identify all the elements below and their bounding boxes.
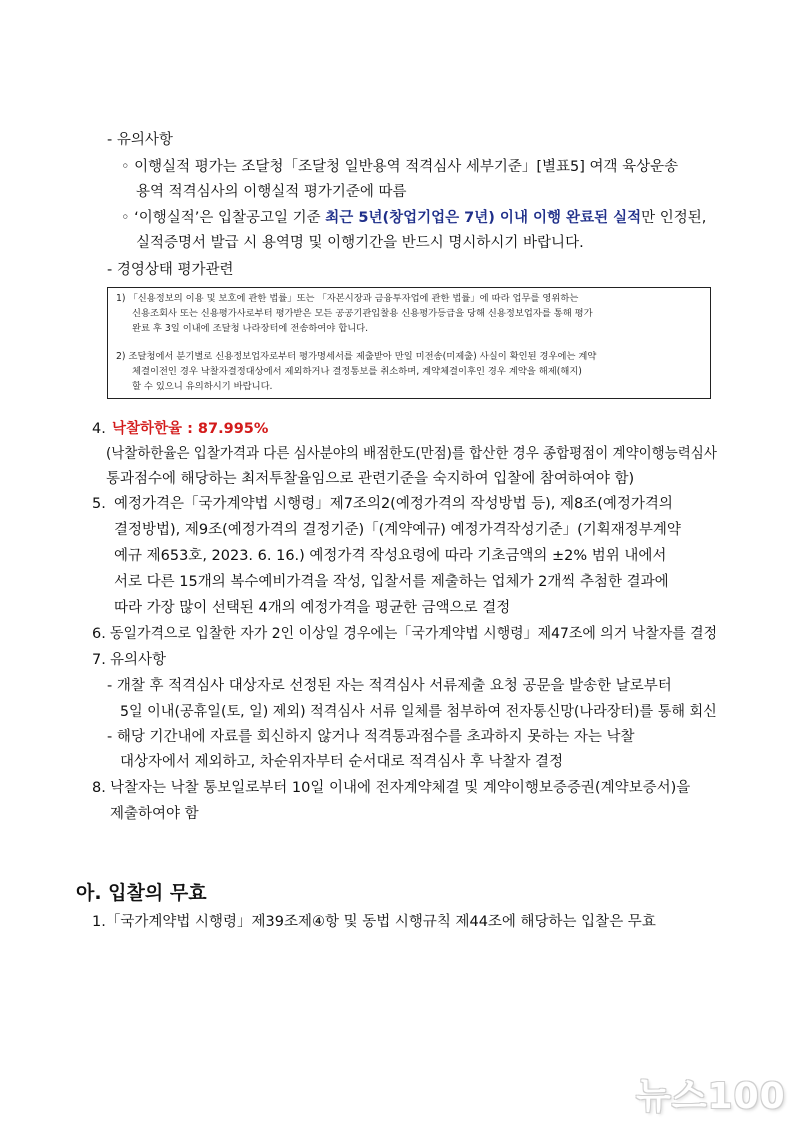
item5-line: 서로 다른 15개의 복수예비가격을 작성, 입찰서를 제출하는 업체가 2개씩 추첨한 결과에: [114, 574, 669, 590]
invalid-item: 1.「국가계약법 시행령」제39조제④항 및 동법 시행규칙 제44조에 해당하는 입찰은 무효: [92, 914, 656, 930]
item5-line: 예규 제653호, 2023. 6. 16.) 예정가격 작성요령에 따라 기초금액의 ±2% 범위 내에서: [114, 548, 667, 564]
item5-line: 예정가격은「국가계약법 시행령」제7조의2(예정가격의 작성방법 등), 제8조(예정가격의: [114, 496, 673, 512]
item7-sub-line: - 해당 기간내에 자료를 회신하지 않거나 적격통과점수를 초과하지 못하는 자는 낙찰: [107, 729, 635, 745]
note-line: 체결이전인 경우 낙찰자결정대상에서 제외하거나 결정통보를 취소하며, 계약체결이후인 경우 계약을 해제(해지): [132, 366, 582, 377]
note-line: 1) 「신용정보의 이용 및 보호에 관한 법률」또는 「자본시장과 금융투자업에 관한 법률」에 따라 업무를 영위하는: [116, 293, 579, 304]
item6-number: 6.: [92, 626, 106, 642]
note-box: [107, 287, 711, 399]
emphasis-recent-years: 최근 5년(창업기업은 7년) 이내 이행 완료된 실적: [325, 210, 642, 226]
item4-title: 낙찰하한율 : 87.995%: [112, 421, 269, 437]
caution-item-2-line1: ◦ ‘이행실적’은 입찰공고일 기준 최근 5년(창업기업은 7년) 이내 이행 완료된 실적만 인정된,: [121, 210, 707, 226]
item5-number: 5.: [92, 496, 106, 512]
item8-line: 제출하여야 함: [110, 806, 199, 822]
note-line: 2) 조달청에서 분기별로 신용정보업자로부터 평가명세서를 제출받아 만일 미전송(미제출) 사실이 확인된 경우에는 계약: [116, 351, 597, 362]
item7-number: 7.: [92, 652, 106, 668]
caution-item-2-line2: 실적증명서 발급 시 용역명 및 이행기간을 반드시 명시하시기 바랍니다.: [136, 235, 584, 251]
item7-sub-line: 5일 이내(공휴일(토, 일) 제외) 적격심사 서류 일체를 첨부하여 전자통신망(나라장터)를 통해 회신: [120, 704, 717, 720]
caution-item-1-line2: 용역 적격심사의 이행실적 평가기준에 따름: [136, 184, 407, 200]
item4-line: 통과점수에 해당하는 최저투찰율임으로 관련기준을 숙지하여 입찰에 참여하여야 함): [106, 471, 635, 487]
item4-number: 4.: [92, 421, 106, 437]
caution-header: - 유의사항: [107, 132, 173, 148]
note-line: 신용조회사 또는 신용평가사로부터 평가받은 모든 공공기관입찰용 신용평가등급을 당해 신용정보업자를 통해 평가: [132, 308, 593, 319]
section-heading: 아. 입찰의 무효: [76, 882, 207, 904]
item6-text: 동일가격으로 입찰한 자가 2인 이상일 경우에는「국가계약법 시행령」제47조에 의거 낙찰자를 결정: [110, 626, 718, 642]
item7-sub-line: 대상자에서 제외하고, 차순위자부터 순서대로 적격심사 후 낙찰자 결정: [120, 754, 564, 770]
item7-title: 유의사항: [110, 652, 167, 668]
item7-sub-line: - 개찰 후 적격심사 대상자로 선정된 자는 적격심사 서류제출 요청 공문을 발송한 날로부터: [107, 678, 672, 694]
item5-line: 따라 가장 많이 선택된 4개의 예정가격을 평균한 금액으로 결정: [114, 600, 511, 616]
caution-item-1-line1: ◦ 이행실적 평가는 조달청「조달청 일반용역 적격심사 세부기준」[별표5] 여객 육상운송: [121, 159, 679, 175]
note-line: 완료 후 3일 이내에 조달청 나라장터에 전송하여야 합니다.: [132, 323, 369, 334]
item8-line: 낙찰자는 낙찰 통보일로부터 10일 이내에 전자계약체결 및 계약이행보증증권(계약보증서)을: [110, 780, 691, 796]
watermark-logo: 뉴스100: [636, 1076, 786, 1117]
item5-line: 결정방법), 제9조(예정가격의 결정기준)「(계약예규) 예정가격작성기준」(기획재정부계약: [114, 522, 681, 538]
item4-line: (낙찰하한율은 입찰가격과 다른 심사분야의 배점한도(만점)를 합산한 경우 종합평점이 계약이행능력심사: [106, 446, 717, 462]
item8-number: 8.: [92, 780, 106, 796]
mgmt-header: - 경영상태 평가관련: [107, 262, 234, 278]
note-line: 할 수 있으니 유의하시기 바랍니다.: [132, 381, 273, 392]
